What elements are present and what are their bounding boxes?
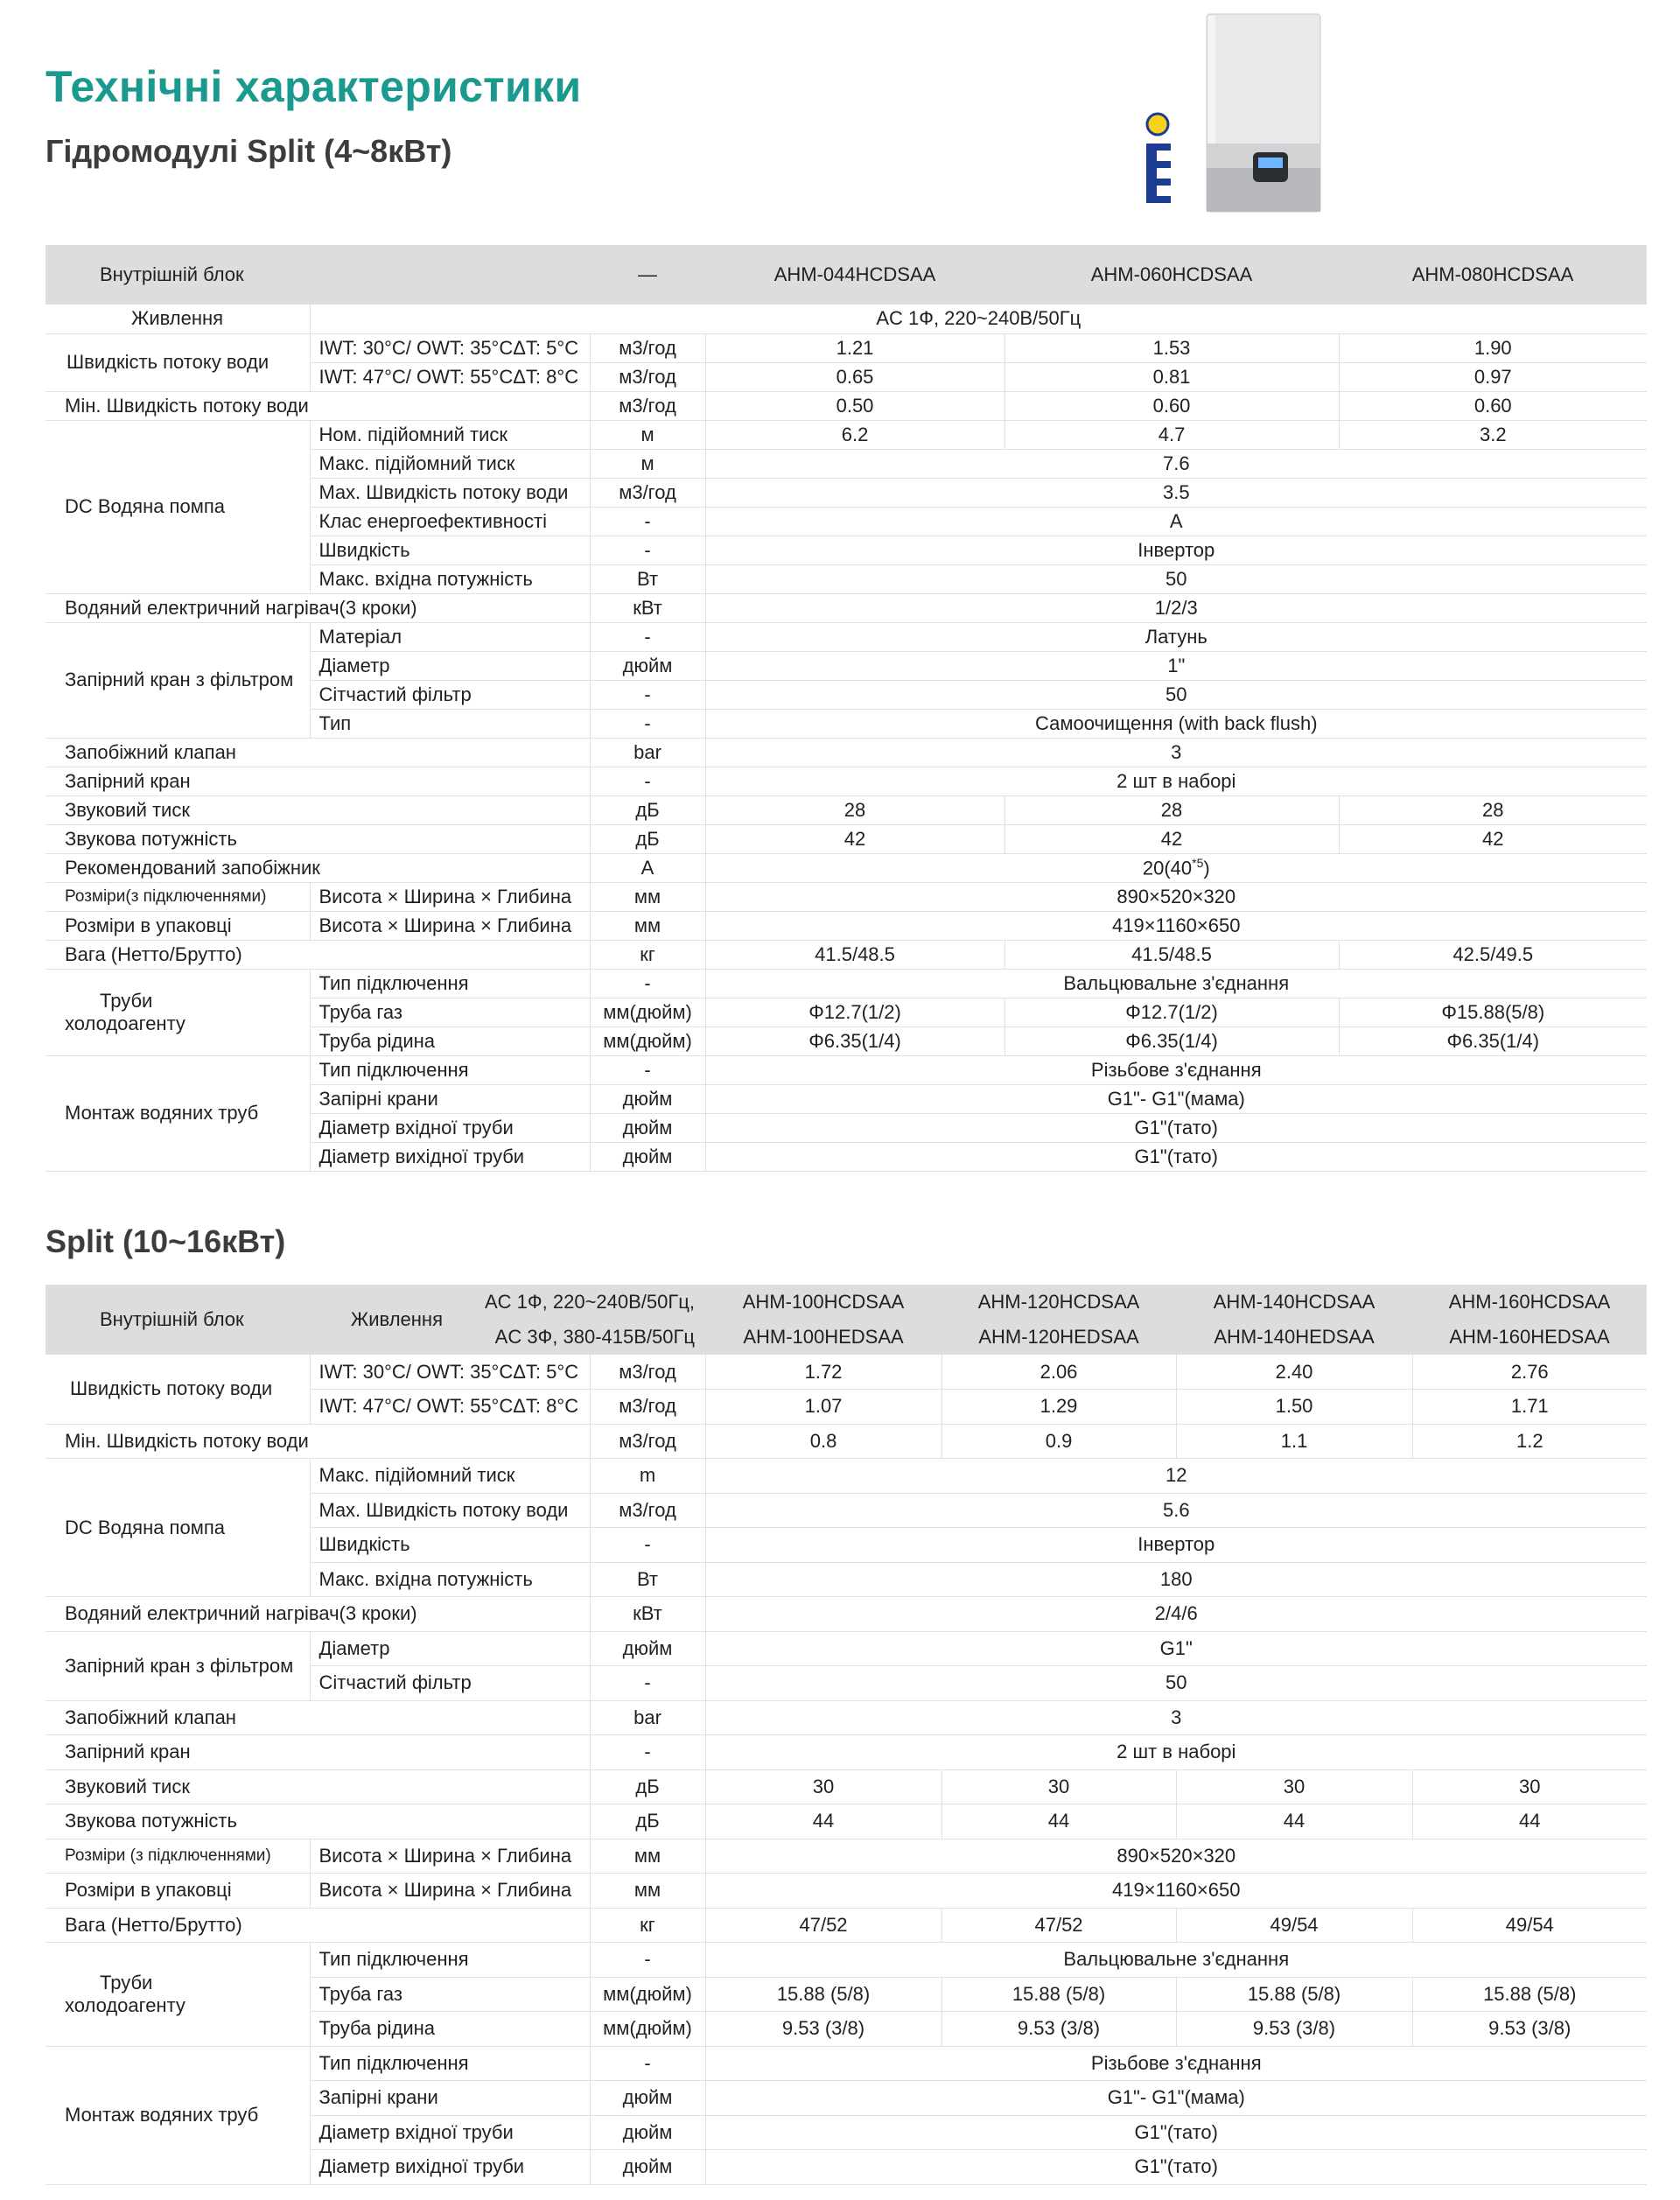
cell-unit: мм(дюйм) (590, 998, 705, 1026)
cell-param: Діаметр вихідної труби (310, 1142, 590, 1171)
cell-value: 5.6 (705, 1493, 1647, 1528)
cell-value: Вальцювальне з'єднання (705, 969, 1647, 998)
cell-unit: мм (590, 1839, 705, 1874)
cell-value: 2.76 (1412, 1355, 1647, 1390)
cell-unit: м (590, 449, 705, 478)
cell-param: Висота × Ширина × Глибина (310, 1839, 590, 1874)
cell-param: Ном. підійомний тиск (310, 420, 590, 449)
cell-param: Тип підключення (310, 969, 590, 998)
row-label-package-dimensions: Розміри в упаковці (46, 911, 310, 940)
cell-unit: кВт (590, 593, 705, 622)
cell-value: 30 (705, 1769, 942, 1804)
cell-unit: - (590, 2046, 705, 2081)
cell-value: Інвертор (705, 536, 1647, 564)
cell-value: 47/52 (942, 1908, 1176, 1943)
cell-unit: дюйм (590, 2115, 705, 2150)
cell-value: 44 (1412, 1804, 1647, 1839)
row-label-dimensions: Розміри (з підключеннями) (46, 1839, 310, 1874)
header-dash: — (590, 245, 705, 305)
cell-value: 2.06 (942, 1355, 1176, 1390)
cell-value: 49/54 (1176, 1908, 1412, 1943)
cell-value: Φ6.35(1/4) (1004, 1026, 1339, 1055)
cell-unit: bar (590, 1700, 705, 1735)
cell-value: Φ6.35(1/4) (1339, 1026, 1647, 1055)
cell-unit: Вт (590, 1562, 705, 1597)
row-label-heater: Водяний електричний нагрівач(3 кроки) (46, 593, 590, 622)
cell-value: Різьбове з'єднання (705, 1055, 1647, 1084)
cell-param: Труба газ (310, 1977, 590, 2012)
row-label-safety-valve: Запобіжний клапан (46, 1700, 590, 1735)
cell-value: 50 (705, 564, 1647, 593)
header-model-3: AHM-080HCDSAA (1339, 245, 1647, 305)
cell-value: Φ12.7(1/2) (1004, 998, 1339, 1026)
cell-unit: - (590, 507, 705, 536)
cell-value: 30 (1176, 1769, 1412, 1804)
cell-value: 50 (705, 680, 1647, 709)
cell-param: Тип підключення (310, 1055, 590, 1084)
header-indoor-unit: Внутрішній блок (46, 245, 590, 305)
cell-unit: m (590, 1459, 705, 1494)
cell-param: Діаметр (310, 1631, 590, 1666)
cell-param: Діаметр вхідної труби (310, 2115, 590, 2150)
fuse-value: 20(40 (1142, 857, 1193, 879)
cell-condition: IWT: 47°C/ OWT: 55°CΔT: 8°C (310, 1390, 590, 1425)
cell-value: Різьбове з'єднання (705, 2046, 1647, 2081)
cell-param: Макс. підійомний тиск (310, 449, 590, 478)
cell-value: 1.90 (1339, 333, 1647, 362)
cell-value: 0.9 (942, 1424, 1176, 1459)
label-line-1: Труби (100, 1971, 153, 1993)
row-label-fuse: Рекомендований запобіжник (46, 853, 590, 882)
row-label-dc-pump: DC Водяна помпа (46, 1459, 310, 1597)
cell-param: Діаметр (310, 651, 590, 680)
cell-unit: - (590, 1666, 705, 1701)
cell-param: Max. Швидкість потоку води (310, 1493, 590, 1528)
row-label-min-flow: Мін. Швидкість потоку води (46, 1424, 590, 1459)
cell-value: 42.5/49.5 (1339, 940, 1647, 969)
cell-unit: м3/год (590, 1390, 705, 1425)
cell-value: A (705, 507, 1647, 536)
cell-unit: - (590, 680, 705, 709)
cell-value: 15.88 (5/8) (942, 1977, 1176, 2012)
cell-param: Запірні крани (310, 1084, 590, 1113)
cell-value: 30 (1412, 1769, 1647, 1804)
row-label-water-pipes: Монтаж водяних труб (46, 2046, 310, 2184)
cell-value: 44 (1176, 1804, 1412, 1839)
cell-value: 28 (705, 795, 1004, 824)
row-label-sound-pressure: Звуковий тиск (46, 795, 590, 824)
cell-value: Вальцювальне з'єднання (705, 1943, 1647, 1978)
cell-value: G1" (705, 1631, 1647, 1666)
cell-param: Макс. вхідна потужність (310, 1562, 590, 1597)
header-power-1ph: AC 1Ф, 220~240В/50Гц, (462, 1285, 705, 1320)
cell-param: Діаметр вихідної труби (310, 2150, 590, 2185)
cell-value: Φ6.35(1/4) (705, 1026, 1004, 1055)
cell-value: 0.60 (1339, 391, 1647, 420)
header-model-4: AHM-160HCDSAA (1412, 1285, 1647, 1320)
cell-unit: кг (590, 1908, 705, 1943)
cell-unit: мм(дюйм) (590, 2012, 705, 2047)
header-model-3-3ph: AHM-140HEDSAA (1176, 1320, 1412, 1355)
cell-value: 0.65 (705, 362, 1004, 391)
cell-unit: - (590, 1943, 705, 1978)
header-model-2: AHM-060HCDSAA (1004, 245, 1339, 305)
cell-value: 890×520×320 (705, 882, 1647, 911)
cell-unit: мм (590, 911, 705, 940)
row-label-sound-power: Звукова потужність (46, 1804, 590, 1839)
cell-unit: дюйм (590, 1142, 705, 1171)
cell-param: Тип підключення (310, 1943, 590, 1978)
cell-value: G1"(тато) (705, 2150, 1647, 2185)
row-label-heater: Водяний електричний нагрівач(3 кроки) (46, 1597, 590, 1632)
cell-value: 4.7 (1004, 420, 1339, 449)
cell-value: 1.29 (942, 1390, 1176, 1425)
cell-value: 15.88 (5/8) (705, 1977, 942, 2012)
cell-param: Висота × Ширина × Глибина (310, 911, 590, 940)
cell-value: 50 (705, 1666, 1647, 1701)
header-model-2: AHM-120HCDSAA (942, 1285, 1176, 1320)
cell-unit: м (590, 420, 705, 449)
cell-condition: IWT: 30°C/ OWT: 35°CΔT: 5°C (310, 333, 590, 362)
cell-condition: IWT: 30°C/ OWT: 35°CΔT: 5°C (310, 1355, 590, 1390)
spec-table-split-10-16 (46, 1285, 1647, 2185)
cell-unit: - (590, 767, 705, 795)
cell-value: 42 (1339, 824, 1647, 853)
cell-value: 890×520×320 (705, 1839, 1647, 1874)
header-indoor-unit: Внутрішній блок (46, 1285, 310, 1355)
cell-value: 9.53 (3/8) (705, 2012, 942, 2047)
row-label-sound-pressure: Звуковий тиск (46, 1769, 590, 1804)
cell-value: 3 (705, 1700, 1647, 1735)
fuse-footnote: *5 (1192, 855, 1204, 870)
cell-value: 0.97 (1339, 362, 1647, 391)
cell-unit: дюйм (590, 2081, 705, 2116)
cell-unit: дюйм (590, 1113, 705, 1142)
header-power: Живлення (310, 1285, 462, 1355)
cell-param: Клас енергоефективності (310, 507, 590, 536)
cell-unit: мм(дюйм) (590, 1026, 705, 1055)
product-image (1127, 12, 1328, 214)
cell-value: 9.53 (3/8) (942, 2012, 1176, 2047)
cell-value: 0.50 (705, 391, 1004, 420)
cell-value: 1/2/3 (705, 593, 1647, 622)
cell-value: 41.5/48.5 (705, 940, 1004, 969)
cell-unit: мм(дюйм) (590, 1977, 705, 2012)
fuse-close: ) (1203, 857, 1210, 879)
cell-unit: дБ (590, 795, 705, 824)
header-model-1: AHM-100HCDSAA (705, 1285, 942, 1320)
cell-value (705, 853, 1647, 882)
cell-unit: дюйм (590, 1631, 705, 1666)
cell-value: 1.21 (705, 333, 1004, 362)
cell-value: G1"(тато) (705, 1113, 1647, 1142)
cell-param: Швидкість (310, 1528, 590, 1563)
hydro-module-unit-image (1207, 14, 1320, 212)
cell-param: Тип підключення (310, 2046, 590, 2081)
cell-value: 2/4/6 (705, 1597, 1647, 1632)
cell-unit: м3/год (590, 478, 705, 507)
row-label-sound-power: Звукова потужність (46, 824, 590, 853)
cell-value: 180 (705, 1562, 1647, 1597)
row-label-water-pipes: Монтаж водяних труб (46, 1055, 310, 1171)
row-label-water-flow: Швидкість потоку води (46, 333, 310, 391)
cell-value: 1.71 (1412, 1390, 1647, 1425)
cell-unit: дюйм (590, 651, 705, 680)
cell-param: Висота × Ширина × Глибина (310, 1874, 590, 1909)
cell-param: Запірні крани (310, 2081, 590, 2116)
cell-unit: дБ (590, 824, 705, 853)
cell-value: 42 (705, 824, 1004, 853)
header-model-3: AHM-140HCDSAA (1176, 1285, 1412, 1320)
cell-value: 1.07 (705, 1390, 942, 1425)
cell-value: G1"- G1"(мама) (705, 1084, 1647, 1113)
cell-param: Труба газ (310, 998, 590, 1026)
energy-class-e-icon (1146, 114, 1171, 203)
cell-param: Труба рідина (310, 2012, 590, 2047)
cell-value: 28 (1004, 795, 1339, 824)
cell-value: 49/54 (1412, 1908, 1647, 1943)
section-title-split-10-16: Split (10~16кВт) (46, 1223, 286, 1259)
header-model-1-3ph: AHM-100HEDSAA (705, 1320, 942, 1355)
cell-value: Латунь (705, 622, 1647, 651)
cell-unit: кг (590, 940, 705, 969)
cell-unit: дюйм (590, 2150, 705, 2185)
cell-value: 44 (942, 1804, 1176, 1839)
row-label-valve-filter: Запірний кран з фільтром (46, 622, 310, 738)
cell-param: Діаметр вхідної труби (310, 1113, 590, 1142)
cell-value: 419×1160×650 (705, 1874, 1647, 1909)
cell-power-value: AC 1Ф, 220~240В/50Гц (310, 305, 1647, 333)
cell-value: 3.5 (705, 478, 1647, 507)
cell-unit: - (590, 1735, 705, 1770)
label-line-1: Труби (100, 989, 153, 1012)
header-model-2-3ph: AHM-120HEDSAA (942, 1320, 1176, 1355)
cell-unit: дБ (590, 1769, 705, 1804)
cell-value: 1.1 (1176, 1424, 1412, 1459)
cell-value: 15.88 (5/8) (1412, 1977, 1647, 2012)
cell-unit: м3/год (590, 1493, 705, 1528)
cell-unit: - (590, 709, 705, 738)
page-title: Технічні характеристики (46, 62, 582, 111)
cell-value: 47/52 (705, 1908, 942, 1943)
cell-unit: м3/год (590, 1424, 705, 1459)
cell-value: 0.81 (1004, 362, 1339, 391)
cell-value: 1.53 (1004, 333, 1339, 362)
cell-param: Тип (310, 709, 590, 738)
cell-param: Сітчастий фільтр (310, 1666, 590, 1701)
cell-value: 28 (1339, 795, 1647, 824)
cell-unit: - (590, 1528, 705, 1563)
cell-unit: A (590, 853, 705, 882)
header-power-3ph: AC 3Ф, 380-415В/50Гц (462, 1320, 705, 1355)
cell-condition: IWT: 47°C/ OWT: 55°CΔT: 8°C (310, 362, 590, 391)
row-label-shutoff: Запірний кран (46, 1735, 590, 1770)
row-label-water-flow: Швидкість потоку води (46, 1355, 310, 1424)
row-label-package-dimensions: Розміри в упаковці (46, 1874, 310, 1909)
cell-param: Max. Швидкість потоку води (310, 478, 590, 507)
cell-value: 7.6 (705, 449, 1647, 478)
cell-value: 9.53 (3/8) (1176, 2012, 1412, 2047)
row-label-refrigerant-pipes (46, 1943, 310, 2047)
row-label-dimensions: Розміри(з підключеннями) (46, 882, 310, 911)
cell-unit: мм (590, 882, 705, 911)
cell-value: 2 шт в наборі (705, 1735, 1647, 1770)
cell-value: 3.2 (1339, 420, 1647, 449)
row-label-power: Живлення (46, 305, 310, 333)
header-model-1: AHM-044HCDSAA (705, 245, 1004, 305)
cell-value: 15.88 (5/8) (1176, 1977, 1412, 2012)
cell-param: Макс. вхідна потужність (310, 564, 590, 593)
cell-unit: м3/год (590, 333, 705, 362)
cell-unit: - (590, 969, 705, 998)
cell-value: 3 (705, 738, 1647, 767)
row-label-refrigerant-pipes (46, 969, 310, 1055)
cell-unit: кВт (590, 1597, 705, 1632)
cell-param: Висота × Ширина × Глибина (310, 882, 590, 911)
cell-unit: дБ (590, 1804, 705, 1839)
cell-unit: - (590, 536, 705, 564)
cell-value: 9.53 (3/8) (1412, 2012, 1647, 2047)
cell-unit: bar (590, 738, 705, 767)
row-label-shutoff: Запірний кран (46, 767, 590, 795)
cell-param: Труба рідина (310, 1026, 590, 1055)
cell-value: 2.40 (1176, 1355, 1412, 1390)
cell-value: 44 (705, 1804, 942, 1839)
row-label-safety-valve: Запобіжний клапан (46, 738, 590, 767)
row-label-weight: Вага (Нетто/Брутто) (46, 940, 590, 969)
cell-value: Φ15.88(5/8) (1339, 998, 1647, 1026)
cell-param: Макс. підійомний тиск (310, 1459, 590, 1494)
cell-param: Швидкість (310, 536, 590, 564)
row-label-dc-pump: DC Водяна помпа (46, 420, 310, 593)
cell-value: Самоочищення (with back flush) (705, 709, 1647, 738)
cell-unit: - (590, 622, 705, 651)
cell-value: 1" (705, 651, 1647, 680)
row-label-valve-filter: Запірний кран з фільтром (46, 1631, 310, 1700)
cell-value: 1.72 (705, 1355, 942, 1390)
cell-value: G1"(тато) (705, 2115, 1647, 2150)
cell-value: 419×1160×650 (705, 911, 1647, 940)
cell-value: 0.8 (705, 1424, 942, 1459)
label-line-2: холодоагенту (65, 1993, 186, 2016)
cell-value: Φ12.7(1/2) (705, 998, 1004, 1026)
cell-value: Інвертор (705, 1528, 1647, 1563)
cell-param: Матеріал (310, 622, 590, 651)
cell-unit: м3/год (590, 1355, 705, 1390)
cell-value: 1.50 (1176, 1390, 1412, 1425)
header-model-4-3ph: AHM-160HEDSAA (1412, 1320, 1647, 1355)
row-label-weight: Вага (Нетто/Брутто) (46, 1908, 590, 1943)
label-line-2: холодоагенту (65, 1012, 186, 1034)
row-label-min-flow: Мін. Швидкість потоку води (46, 391, 590, 420)
cell-value: 2 шт в наборі (705, 767, 1647, 795)
cell-value: 41.5/48.5 (1004, 940, 1339, 969)
cell-value: 30 (942, 1769, 1176, 1804)
cell-value: G1"(тато) (705, 1142, 1647, 1171)
cell-unit: - (590, 1055, 705, 1084)
cell-value: 6.2 (705, 420, 1004, 449)
cell-unit: дюйм (590, 1084, 705, 1113)
section-title-split-4-8: Гідромодулі Split (4~8кВт) (46, 133, 452, 169)
spec-table-split-4-8 (46, 245, 1647, 1172)
cell-param: Сітчастий фільтр (310, 680, 590, 709)
cell-unit: мм (590, 1874, 705, 1909)
cell-value: 0.60 (1004, 391, 1339, 420)
cell-value: 12 (705, 1459, 1647, 1494)
cell-unit: м3/год (590, 362, 705, 391)
cell-value: 1.2 (1412, 1424, 1647, 1459)
cell-unit: м3/год (590, 391, 705, 420)
cell-value: 42 (1004, 824, 1339, 853)
cell-unit: Вт (590, 564, 705, 593)
cell-value: G1"- G1"(мама) (705, 2081, 1647, 2116)
